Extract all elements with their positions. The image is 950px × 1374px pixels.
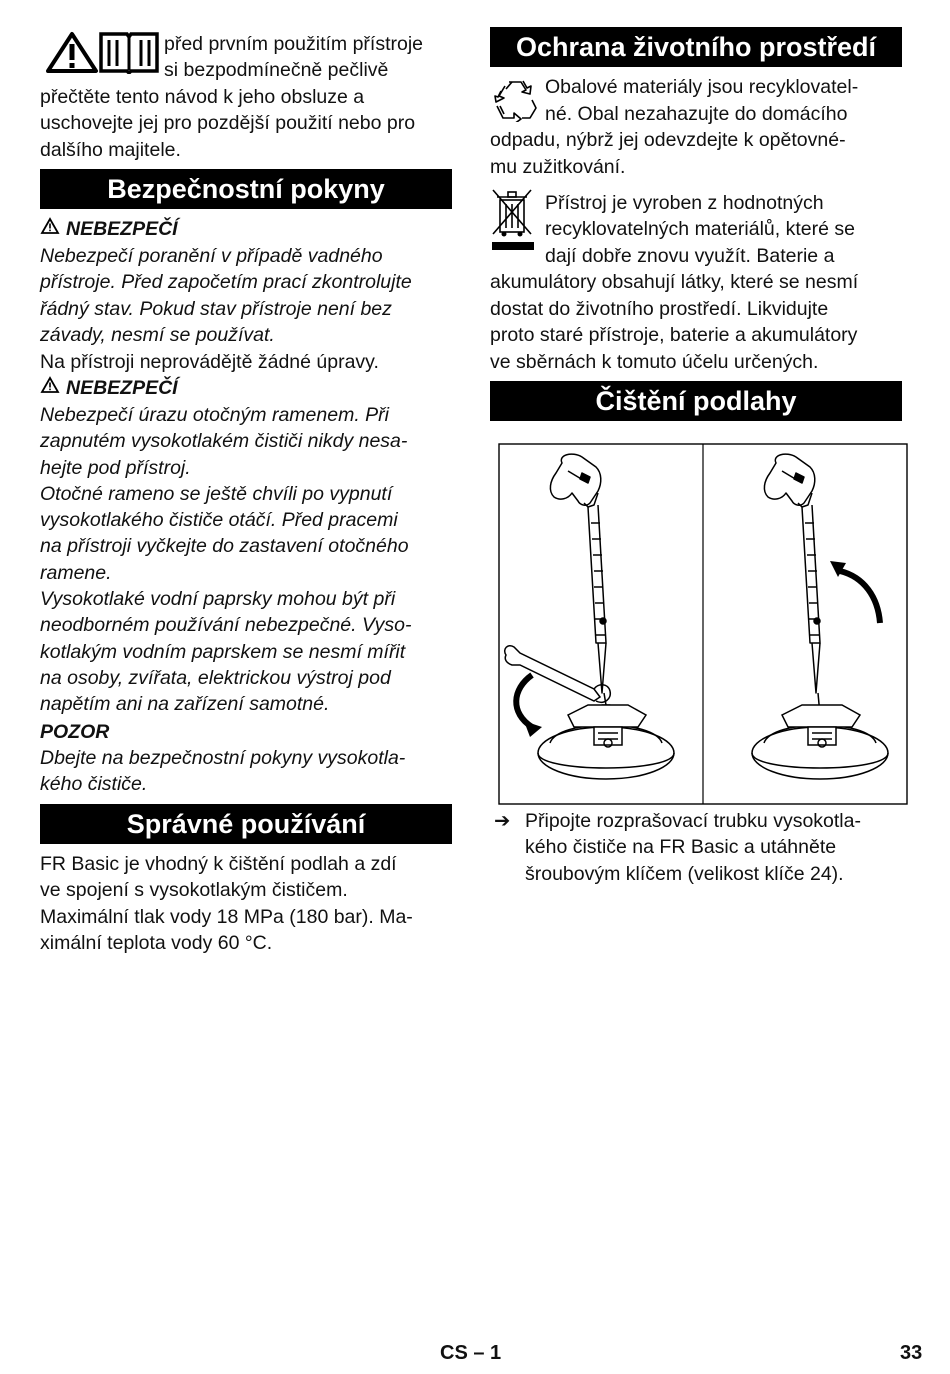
text-line: šroubovým klíčem (velikost klíče 24). xyxy=(525,862,844,885)
recycling-icon xyxy=(492,78,538,122)
text-line: kého čističe na FR Basic a utáhněte xyxy=(525,836,837,859)
text-line: Vysokotlaké vodní paprsky mohou být při xyxy=(40,588,396,611)
text-line: ximální teplota vody 60 °C. xyxy=(40,931,273,954)
heading-usage: Správné používání xyxy=(40,804,452,844)
text-line: kotlakým vodním paprskem se nesmí mířit xyxy=(40,640,406,663)
danger2-text xyxy=(40,402,411,718)
text-line: akumulátory obsahují látky, které se nesmí xyxy=(490,271,859,293)
text-line: závady, nesmí se používat. xyxy=(40,323,275,346)
heading-environment: Ochrana životního prostředí xyxy=(490,27,902,67)
text-line: Přístroj je vyroben z hodnotných xyxy=(545,192,824,214)
text-line: ve spojení s vysokotlakým čističem. xyxy=(40,879,348,902)
text-line: dostat do životního prostředí. Likvidujte xyxy=(490,298,829,320)
manual-book-icon xyxy=(98,30,160,74)
text-line: přístroje. Před započetím prací zkontrolujte xyxy=(40,271,412,294)
text-line: řádný stav. Pokud stav přístroje není bez xyxy=(40,297,392,320)
text-line: ramene. xyxy=(40,561,112,584)
footer-language-page: CS – 1 xyxy=(440,1342,502,1364)
text-line: Nebezpečí poranění v případě vadného xyxy=(40,245,383,267)
text-line: na přístroji vyčkejte do zastavení otočného xyxy=(40,535,409,558)
text-line: napětím ani na zařízení samotné. xyxy=(40,693,330,716)
text-line: neodborném používání nebezpečné. Vyso- xyxy=(40,614,412,637)
text-line: né. Obal nezahazujte do domácího xyxy=(545,103,848,125)
danger1-text xyxy=(40,243,412,348)
warning-triangle-icon xyxy=(40,375,66,401)
warning-triangle-icon xyxy=(44,30,100,74)
text-line: Dbejte na bezpečnostní pokyny vysokotla- xyxy=(40,747,406,769)
text-line: Připojte rozprašovací trubku vysokotla- xyxy=(525,810,861,832)
text-line: kého čističe. xyxy=(40,773,148,796)
page-number: 33 xyxy=(900,1342,923,1364)
text-line: na osoby, zvířata, elektrickou výstroj pod xyxy=(40,666,391,689)
intro-line: uschovejte jej pro pozdější použití nebo pro xyxy=(40,112,416,134)
danger-heading xyxy=(40,375,178,401)
text-line: FR Basic je vhodný k čištění podlah a zdí xyxy=(40,853,397,875)
text-line: Maximální tlak vody 18 MPa (180 bar). Ma- xyxy=(40,905,413,928)
danger-label: NEBEZPEČÍ xyxy=(66,218,178,240)
note-line: Na přístroji neprovádějtě žádné úpravy. xyxy=(40,351,379,373)
text-line: mu zužitkování. xyxy=(490,156,626,178)
text-line: zapnutém vysokotlakém čističi nikdy nesa- xyxy=(40,430,408,453)
crossed-out-bin-icon xyxy=(490,186,536,252)
text-line: odpadu, nýbrž jej odevzdejte k opětovné- xyxy=(490,129,846,151)
intro-line: dalšího majitele. xyxy=(40,139,181,161)
text-line: Otočné rameno se ještě chvíli po vypnutí xyxy=(40,482,393,505)
text-line: dají dobře znovu využít. Baterie a xyxy=(545,245,835,267)
danger-heading xyxy=(40,216,178,242)
caution-label: POZOR xyxy=(40,721,110,743)
step-arrow-icon: ➔ xyxy=(494,810,511,832)
intro-line: přečtěte tento návod k jeho obsluze a xyxy=(40,86,365,108)
caution-text xyxy=(40,745,405,798)
text-line: vysokotlakého čističe otáčí. Před pracemi xyxy=(40,509,398,532)
text-line: ve sběrnách k tomuto účelu určených. xyxy=(490,351,819,373)
step-text xyxy=(525,808,861,887)
text-line: Nebezpečí úrazu otočným ramenem. Při xyxy=(40,404,389,426)
assembly-illustration xyxy=(498,443,908,805)
intro-line: si bezpodmínečně pečlivě xyxy=(164,59,389,81)
intro-line: před prvním použitím přístroje xyxy=(164,33,424,55)
danger-label: NEBEZPEČÍ xyxy=(66,377,178,399)
text-line: hejte pod přístroj. xyxy=(40,456,191,479)
text-line: Obalové materiály jsou recyklovatel- xyxy=(545,76,859,98)
heading-safety: Bezpečnostní pokyny xyxy=(40,169,452,209)
usage-text xyxy=(40,851,413,956)
text-line: proto staré přístroje, baterie a akumulátory xyxy=(490,324,858,346)
warning-triangle-icon xyxy=(40,216,66,242)
text-line: recyklovatelných materiálů, které se xyxy=(545,218,855,240)
heading-floor-cleaning: Čištění podlahy xyxy=(490,381,902,421)
